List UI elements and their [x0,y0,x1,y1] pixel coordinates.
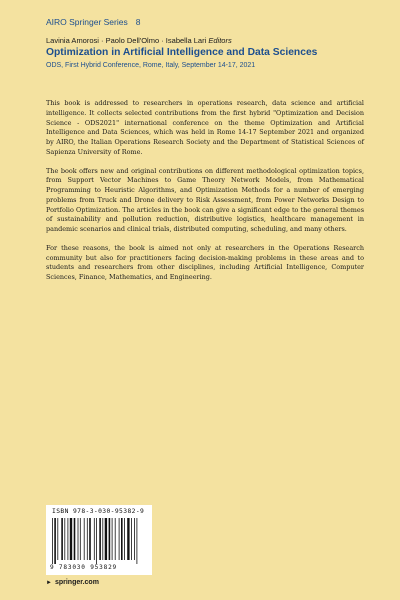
barcode-digits: 9 783030 953829 [50,564,118,571]
barcode-bar [89,518,91,560]
barcode-bar [54,518,56,564]
barcode-bar [119,518,120,560]
back-cover-blurb [46,99,364,292]
barcode-bar [84,518,85,560]
barcode-bar [64,518,65,560]
barcode-bar [78,518,79,560]
barcode-bar [127,518,129,560]
barcode-bar [131,518,132,560]
website-label: springer.com [54,579,99,586]
editors-role: Editors [208,36,232,45]
barcode-bar [61,518,63,560]
barcode-bar [80,518,81,560]
barcode-bar [109,518,111,560]
barcode-bar [96,518,97,564]
barcode-bar [115,518,116,560]
publisher-website[interactable] [46,579,99,586]
barcode-bar [121,518,123,560]
editors-line [46,36,232,45]
series-line [46,17,140,27]
barcode-bar [137,518,138,564]
barcode-bar [68,518,69,560]
series-number: 8 [135,17,141,27]
series-name: AIRO Springer Series [46,17,128,27]
editor-names: Lavinia Amorosi · Paolo Dell'Olmo · Isabella Lari [46,36,207,45]
barcode-bar [94,518,95,560]
barcode-bar [112,518,113,560]
arrow-right-icon: ► [46,579,52,586]
barcode-bar [124,518,125,560]
barcode-bar [57,518,58,560]
barcode-bar [87,518,88,560]
barcode-bar [99,518,101,560]
blurb-paragraph: For these reasons, the book is aimed not only at researchers in the Operations Research community but also for practitioners facing decision-making problems in these areas and to students and researchers from other disciplines, including Artificial Intelligence, Computer Sciences, Finance, Mathematics, and Engineering. [46,243,364,281]
cover-header [0,0,400,75]
barcode-bar [134,518,135,560]
barcode-bar [74,518,76,560]
isbn-label: ISBN 978-3-030-95382-9 [52,508,145,515]
book-title: Optimization in Artificial Intelligence and Data Sciences [46,47,318,58]
barcode-bar [105,518,107,560]
isbn-barcode [46,505,152,575]
blurb-paragraph: The book offers new and original contributions on different methodological optimization topics, from Support Vector Machines to Game Theory Network Models, from Mathematical Programming to Heuristic Algorithms, and Optimization Methods for a number of emerging problems from Truck and Drone delivery to Risk Assessment, from Power Networks Design to Portfolio Optimization. The articles in the book can give a significant edge to the general themes of sustainability and pollution reduction, distributive logistics, healthcare management in pandemic scenarios and clinical trials, distributed computing, scheduling, and many others. [46,166,364,233]
book-subtitle: ODS, First Hybrid Conference, Rome, Italy, September 14-17, 2021 [46,62,256,69]
barcode-bars [52,518,146,564]
barcode-bar [102,518,103,560]
barcode-bar [70,518,72,560]
blurb-paragraph: This book is addressed to researchers in operations research, data science and artificial intelligence. It collects selected contributions from the first hybrid "Optimization and Decision Science - ODS2021" international conference on the theme Optimization and Artificial Intelligence and Data Sciences, which was held in Rome 14-17 September 2021 and organized by AIRO, the Italian Operations Research Society and the Department of Statistical Sciences of Sapienza University of Rome. [46,99,364,156]
barcode-bar [52,518,53,564]
